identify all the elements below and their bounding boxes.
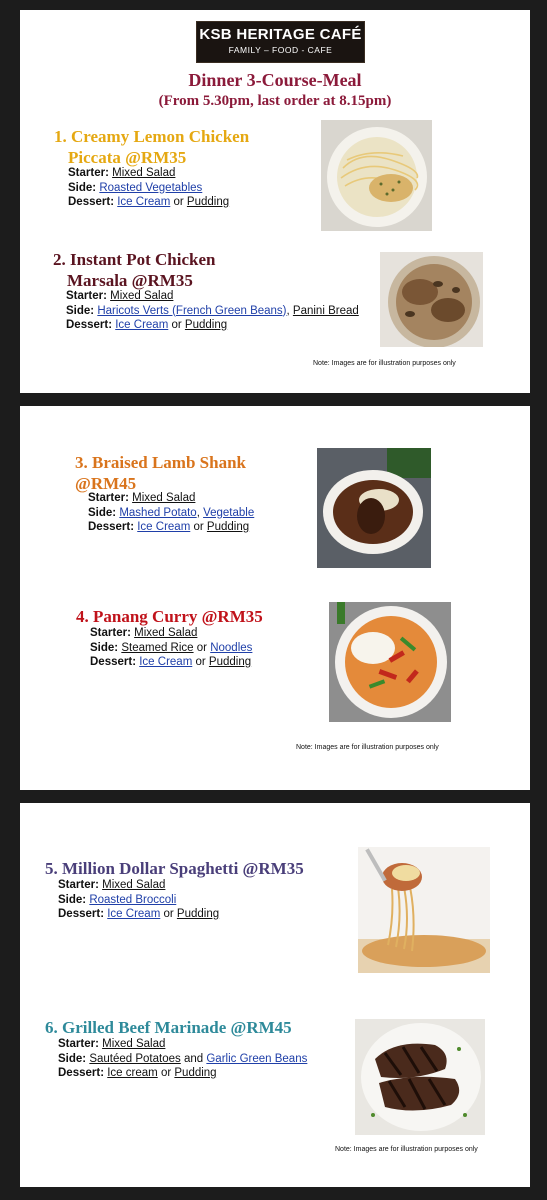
dish-4-title: 4. Panang Curry @RM35 [76,607,263,626]
illustration-note: Note: Images are for illustration purposes only [313,360,456,367]
dessert-link[interactable]: Ice Cream [107,908,161,920]
dish-3-photo [317,448,431,568]
dish-3-title: 3. Braised Lamb Shank @RM45 [75,453,246,493]
dessert-link[interactable]: Pudding [186,196,230,208]
starter-link[interactable]: Mixed Salad [132,492,196,504]
side-link[interactable]: Vegetable [203,506,255,519]
side-link[interactable]: Roasted Broccoli [89,893,177,906]
side-link[interactable]: Panini Bread [292,304,359,317]
dessert-link[interactable]: Pudding [184,319,228,331]
dish-5-title: 5. Million Dollar Spaghetti @RM35 [45,859,304,878]
dessert-link[interactable]: Pudding [208,656,252,668]
dessert-link[interactable]: Ice Cream [137,521,191,533]
side-link[interactable]: Sautéed Potatoes [89,1052,181,1065]
side-link[interactable]: Garlic Green Beans [206,1052,308,1065]
dish-2-title: 2. Instant Pot Chicken Marsala @RM35 [53,250,216,290]
dish-1-photo [321,120,432,231]
dish-6-details: Starter: Mixed Salad Side: Sautéed Potatoes and Garlic Green Beans Dessert: Ice cream or Pudding [58,1038,308,1079]
dish-1-title: 1. Creamy Lemon Chicken Piccata @RM35 [54,127,250,167]
dessert-link[interactable]: Pudding [176,908,220,920]
dish-5-photo [358,847,490,973]
dish-6-title: 6. Grilled Beef Marinade @RM45 [45,1018,292,1037]
starter-link[interactable]: Mixed Salad [102,879,166,891]
dish-2-photo [380,252,483,347]
side-link[interactable]: Roasted Vegetables [99,181,203,194]
side-link[interactable]: Mashed Potato [119,506,197,519]
side-link[interactable]: Haricots Verts (French Green Beans) [97,304,287,317]
dish-5-details: Starter: Mixed Salad Side: Roasted Broccoli Dessert: Ice Cream or Pudding [58,879,220,920]
side-link[interactable]: Steamed Rice [121,641,194,654]
logo-title: KSB HERITAGE CAFÉ [199,26,362,43]
dessert-link[interactable]: Ice Cream [139,656,193,668]
cafe-logo [196,21,365,63]
dessert-link[interactable]: Ice cream [107,1067,158,1079]
illustration-note: Note: Images are for illustration purposes only [335,1146,478,1153]
dish-6-photo [355,1019,485,1135]
menu-page-1 [20,10,530,393]
side-link[interactable]: Noodles [210,641,253,654]
logo-subtitle: FAMILY – FOOD - CAFE [228,45,333,55]
dish-2-details: Starter: Mixed Salad Side: Haricots Verts (French Green Beans), Panini Bread Dessert: Ice Cream or Pudding [66,290,359,331]
starter-link[interactable]: Mixed Salad [134,627,198,639]
dish-3-details: Starter: Mixed Salad Side: Mashed Potato, Vegetable Dessert: Ice Cream or Pudding [88,492,255,533]
menu-hours: (From 5.30pm, last order at 8.15pm) [158,93,392,109]
dish-4-photo [329,602,451,722]
illustration-note: Note: Images are for illustration purposes only [296,744,439,751]
starter-link[interactable]: Mixed Salad [110,290,174,302]
menu-page-3 [20,803,530,1187]
starter-link[interactable]: Mixed Salad [112,167,176,179]
menu-headline: Dinner 3-Course-Meal [188,70,362,90]
dessert-link[interactable]: Ice Cream [117,196,171,208]
starter-link[interactable]: Mixed Salad [102,1038,166,1050]
dish-1-details: Starter: Mixed Salad Side: Roasted Vegetables Dessert: Ice Cream or Pudding [68,167,230,208]
menu-page-2 [20,406,530,790]
dessert-link[interactable]: Pudding [206,521,250,533]
dessert-link[interactable]: Pudding [174,1067,217,1079]
dish-4-details: Starter: Mixed Salad Side: Steamed Rice or Noodles Dessert: Ice Cream or Pudding [90,627,253,668]
dessert-link[interactable]: Ice Cream [115,319,169,331]
